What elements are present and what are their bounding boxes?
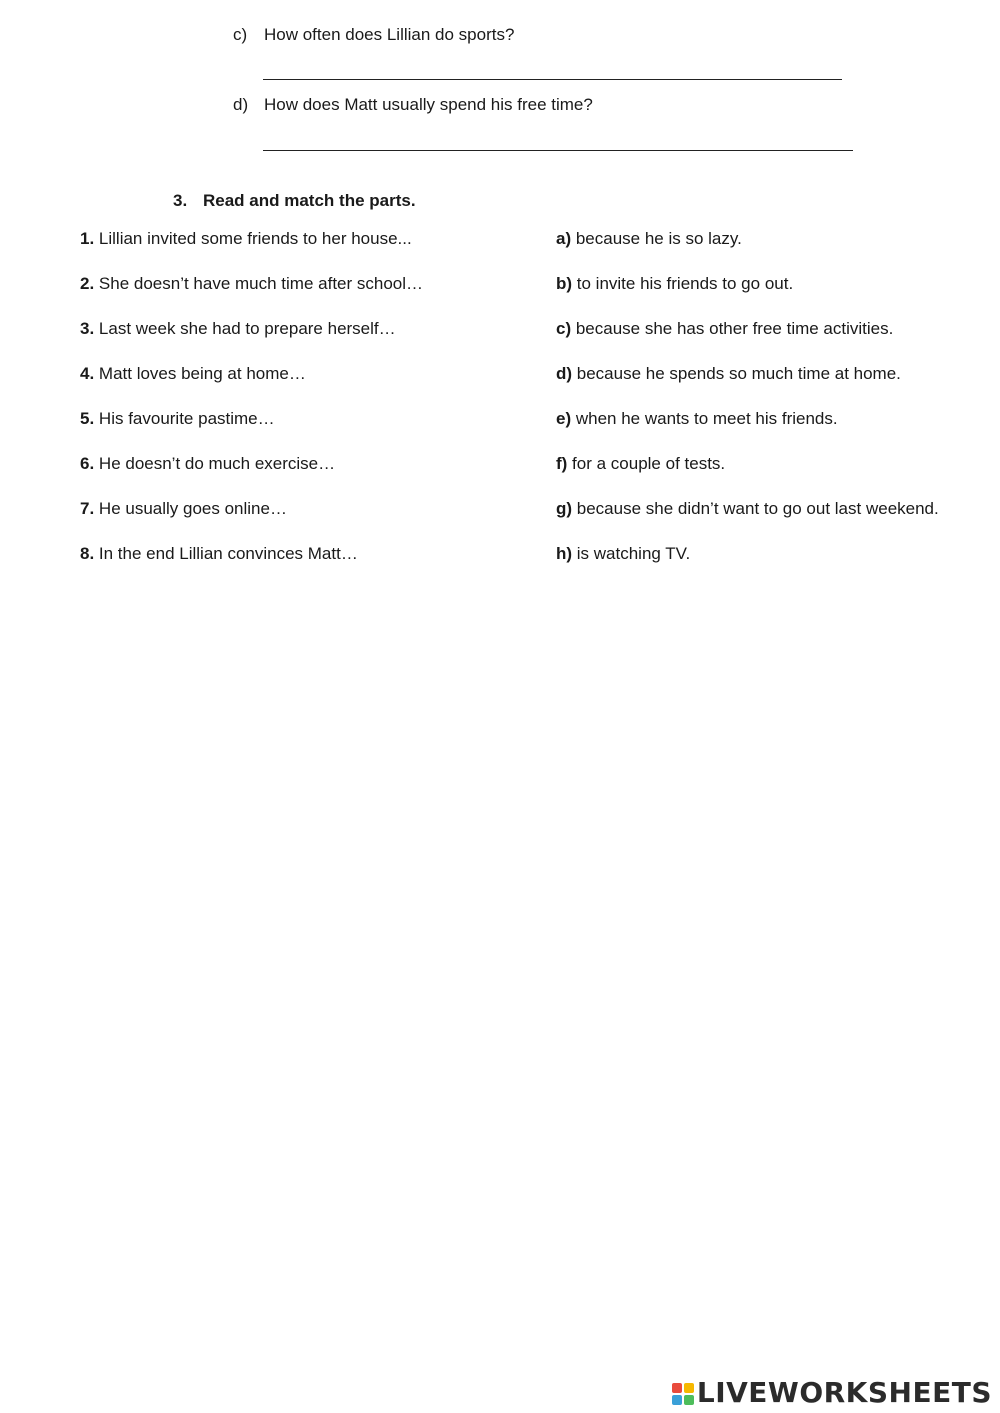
item-text: because she didn’t want to go out last weekend. xyxy=(572,499,939,518)
item-text: is watching TV. xyxy=(572,544,691,563)
right-item-d[interactable] xyxy=(556,363,901,385)
item-letter: f) xyxy=(556,454,568,473)
answer-line-d[interactable] xyxy=(263,150,853,151)
left-item-7[interactable] xyxy=(80,498,287,520)
question-letter: c) xyxy=(233,25,248,44)
item-letter: g) xyxy=(556,499,573,518)
right-item-f[interactable] xyxy=(556,453,725,475)
item-text: In the end Lillian convinces Matt… xyxy=(94,544,358,563)
item-letter: c) xyxy=(556,319,572,338)
question-text: How does Matt usually spend his free time? xyxy=(264,95,593,114)
item-number: 2. xyxy=(80,274,95,293)
left-item-2[interactable] xyxy=(80,273,423,295)
right-item-h[interactable] xyxy=(556,543,690,565)
item-text: Lillian invited some friends to her house... xyxy=(94,229,412,248)
left-item-8[interactable] xyxy=(80,543,358,565)
item-letter: a) xyxy=(556,229,572,248)
right-item-g[interactable] xyxy=(556,498,939,520)
question-letter: d) xyxy=(233,95,249,114)
liveworksheets-logo-icon xyxy=(672,1383,694,1405)
left-item-4[interactable] xyxy=(80,363,306,385)
item-text: He usually goes online… xyxy=(94,499,287,518)
liveworksheets-logo[interactable] xyxy=(672,1375,992,1409)
right-item-e[interactable] xyxy=(556,408,838,430)
item-number: 8. xyxy=(80,544,95,563)
item-number: 5. xyxy=(80,409,95,428)
item-letter: d) xyxy=(556,364,573,383)
item-number: 7. xyxy=(80,499,95,518)
right-item-b[interactable] xyxy=(556,273,793,295)
answer-line-c[interactable] xyxy=(263,79,842,80)
item-text: for a couple of tests. xyxy=(567,454,726,473)
item-letter: e) xyxy=(556,409,572,428)
left-item-5[interactable] xyxy=(80,408,275,430)
item-number: 1. xyxy=(80,229,95,248)
item-letter: b) xyxy=(556,274,573,293)
section-title xyxy=(173,190,416,212)
left-item-6[interactable] xyxy=(80,453,335,475)
question-c xyxy=(233,24,514,46)
item-number: 3. xyxy=(80,319,95,338)
question-text: How often does Lillian do sports? xyxy=(264,25,515,44)
item-text: to invite his friends to go out. xyxy=(572,274,794,293)
item-number: 6. xyxy=(80,454,95,473)
right-item-c[interactable] xyxy=(556,318,893,340)
item-letter: h) xyxy=(556,544,573,563)
logo-text: LIVEWORKSHEETS xyxy=(696,1375,992,1409)
section-title-text: Read and match the parts. xyxy=(203,191,416,210)
left-item-3[interactable] xyxy=(80,318,396,340)
item-text: Last week she had to prepare herself… xyxy=(94,319,396,338)
item-text: because he spends so much time at home. xyxy=(572,364,901,383)
left-item-1[interactable] xyxy=(80,228,412,250)
question-d xyxy=(233,94,593,116)
item-text: because she has other free time activities. xyxy=(571,319,894,338)
right-item-a[interactable] xyxy=(556,228,742,250)
item-text: She doesn’t have much time after school… xyxy=(94,274,424,293)
item-text: Matt loves being at home… xyxy=(94,364,306,383)
item-text: when he wants to meet his friends. xyxy=(571,409,838,428)
item-number: 4. xyxy=(80,364,95,383)
item-text: He doesn’t do much exercise… xyxy=(94,454,336,473)
item-text: His favourite pastime… xyxy=(94,409,275,428)
item-text: because he is so lazy. xyxy=(571,229,742,248)
section-number: 3. xyxy=(173,191,188,210)
